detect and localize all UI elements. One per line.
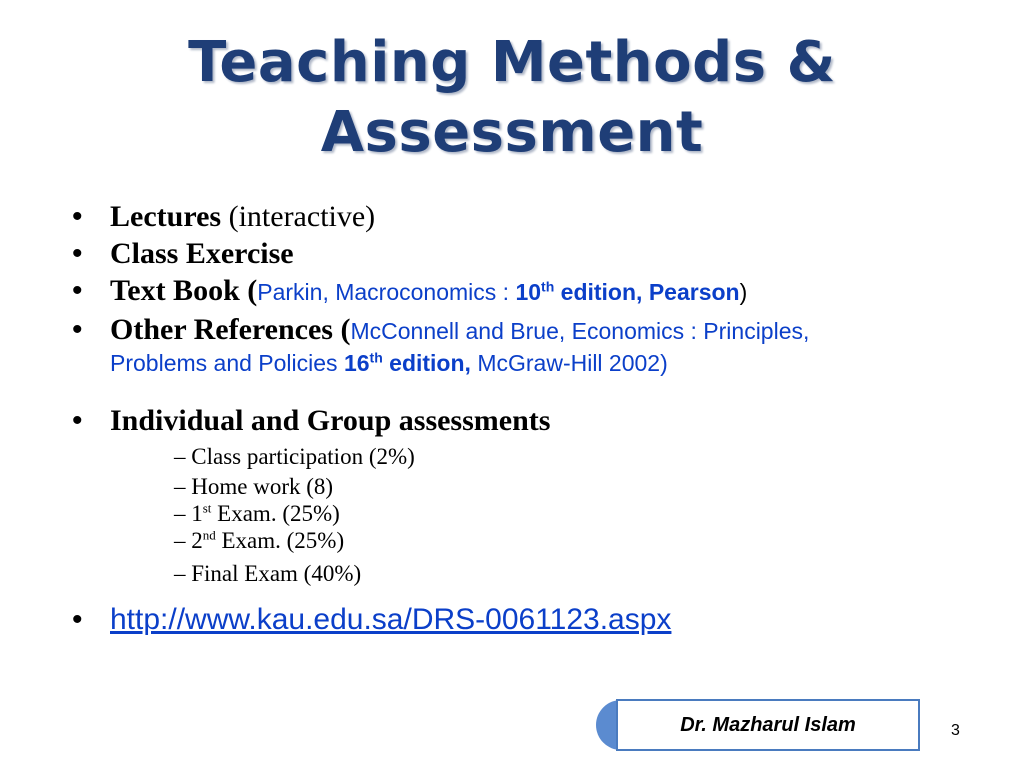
- assessment-participation: – Class participation (2%): [174, 444, 415, 469]
- bullet-glyph: •: [72, 313, 83, 346]
- other-references-line1: McConnell and Brue, Economics : Principles,: [350, 318, 810, 344]
- text-book-reference: Parkin, Macroconomics : 10th edition, Pearson: [257, 278, 740, 305]
- bullet-class-exercise: [72, 235, 1012, 272]
- bullet-text-book: [72, 272, 1012, 311]
- title-line-2: Assessment: [320, 100, 704, 165]
- other-references-label: Other References (: [110, 313, 351, 346]
- bullet-lectures: [72, 198, 1012, 235]
- lectures-label: Lectures: [110, 200, 222, 233]
- bullet-glyph: •: [72, 274, 83, 307]
- bullet-glyph: •: [72, 200, 83, 233]
- assessment-final: – Final Exam (40%): [174, 561, 362, 586]
- assessment-homework: – Home work (8): [174, 474, 334, 499]
- text-book-close: ): [739, 279, 748, 305]
- bullet-assessments: [72, 402, 1012, 439]
- bullet-glyph: •: [72, 237, 83, 270]
- assessment-exam-1: – 1st Exam. (25%): [174, 500, 340, 526]
- class-exercise-label: Class Exercise: [110, 237, 294, 270]
- bullet-glyph: •: [72, 404, 83, 437]
- assessment-exam-2: – 2nd Exam. (25%): [174, 527, 345, 553]
- slide-title: [0, 28, 1024, 168]
- bullet-link: [72, 601, 1012, 638]
- course-link[interactable]: http://www.kau.edu.sa/DRS-0061123.aspx: [110, 603, 672, 636]
- bullet-glyph: •: [72, 603, 83, 636]
- title-line-1: Teaching Methods &: [188, 30, 836, 95]
- text-book-label: Text Book (: [110, 274, 258, 307]
- bullet-other-references: [72, 311, 1012, 378]
- page-number: 3: [951, 722, 960, 739]
- assessments-heading: Individual and Group assessments: [110, 404, 551, 437]
- author-box: Dr. Mazharul Islam: [616, 699, 920, 751]
- lectures-note: (interactive): [221, 200, 376, 233]
- other-references-line2: Problems and Policies 16th edition, McGraw-Hill 2002): [110, 349, 668, 376]
- bullet-list: [72, 198, 1012, 638]
